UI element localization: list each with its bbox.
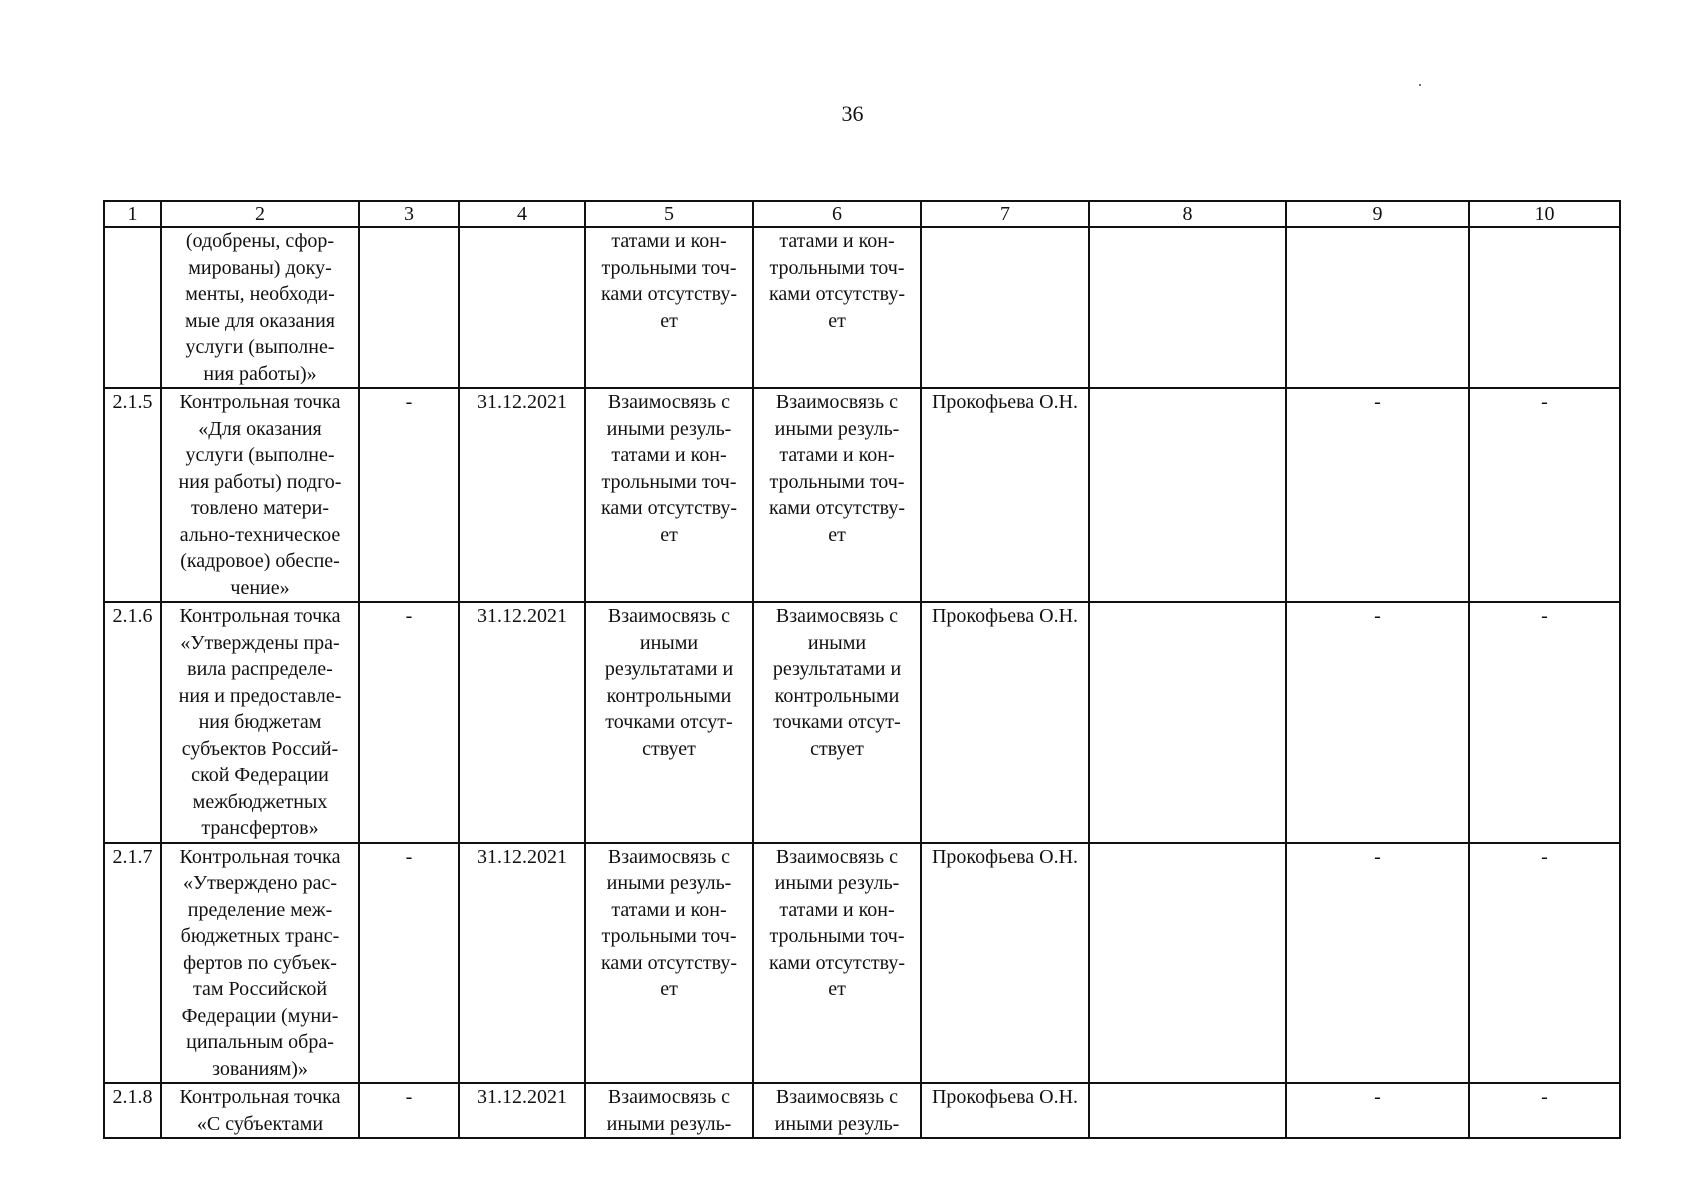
relation-col-6: татами и кон- трольными точ- ками отсутству- ет [753,227,921,388]
deadline-date: 31.12.2021 [459,602,585,843]
deadline-date [459,227,585,388]
col-header-8: 8 [1089,201,1286,227]
cell-col-8 [1089,227,1286,388]
cell-col-10: - [1469,843,1620,1084]
cell-col-9: - [1286,602,1469,843]
cell-col-8 [1089,388,1286,602]
control-point-name: Контрольная точка «С субъектами [161,1083,359,1138]
row-number [104,227,161,388]
relation-col-6: Взаимосвязь с иными резуль- [753,1083,921,1138]
relation-col-5: Взаимосвязь с иными результатами и контрольными точками отсут- ствует [585,602,753,843]
col-header-3: 3 [359,201,459,227]
col-header-6: 6 [753,201,921,227]
cell-col-3: - [359,602,459,843]
cell-col-10 [1469,227,1620,388]
responsible-person [921,227,1089,388]
row-number: 2.1.8 [104,1083,161,1138]
col-header-9: 9 [1286,201,1469,227]
cell-col-10: - [1469,388,1620,602]
cell-col-3: - [359,1083,459,1138]
cell-col-3: - [359,843,459,1084]
table-row [104,843,1620,1084]
cell-col-3: - [359,388,459,602]
cell-col-8 [1089,1083,1286,1138]
responsible-person: Прокофьева О.Н. [921,602,1089,843]
col-header-10: 10 [1469,201,1620,227]
relation-col-6: Взаимосвязь с иными результатами и контрольными точками отсут- ствует [753,602,921,843]
cell-col-9: - [1286,388,1469,602]
cell-col-9: - [1286,1083,1469,1138]
table-row [104,602,1620,843]
cell-col-9: - [1286,843,1469,1084]
table-row [104,1083,1620,1138]
table-row [104,227,1620,388]
page-number: 36 [841,101,864,126]
relation-col-5: Взаимосвязь с иными резуль- татами и кон- трольными точ- ками отсутству- ет [585,388,753,602]
relation-col-6: Взаимосвязь с иными резуль- татами и кон- трольными точ- ками отсутству- ет [753,843,921,1084]
responsible-person: Прокофьева О.Н. [921,388,1089,602]
deadline-date: 31.12.2021 [459,843,585,1084]
col-header-7: 7 [921,201,1089,227]
relation-col-5: Взаимосвязь с иными резуль- татами и кон- трольными точ- ками отсутству- ет [585,843,753,1084]
cell-col-8 [1089,602,1286,843]
cell-col-10: - [1469,1083,1620,1138]
table-row [104,388,1620,602]
relation-col-5: Взаимосвязь с иными резуль- [585,1083,753,1138]
control-point-name: Контрольная точка «Для оказания услуги (выполне- ния работы) подго- товлено матери- ально-техническое (кадровое) обеспе- чение» [161,388,359,602]
col-header-4: 4 [459,201,585,227]
row-number: 2.1.5 [104,388,161,602]
control-point-name: (одобрены, сфор- мированы) доку- менты, необходи- мые для оказания услуги (выполне- ния работы)» [161,227,359,388]
control-point-name: Контрольная точка «Утверждены пра- вила распределе- ния и предоставле- ния бюджетам субъектов Россий- ской Федерации межбюджетных трансфертов» [161,602,359,843]
col-header-5: 5 [585,201,753,227]
responsible-person: Прокофьева О.Н. [921,1083,1089,1138]
scan-speck [1419,84,1421,86]
deadline-date: 31.12.2021 [459,388,585,602]
header-row [104,201,1620,227]
control-point-name: Контрольная точка «Утверждено рас- пределение меж- бюджетных транс- фертов по субъек- там Российской Федерации (муни- ципальным обра- зованиям)» [161,843,359,1084]
col-header-1: 1 [104,201,161,227]
row-number: 2.1.6 [104,602,161,843]
control-points-table [103,200,1621,1139]
deadline-date: 31.12.2021 [459,1083,585,1138]
cell-col-8 [1089,843,1286,1084]
relation-col-6: Взаимосвязь с иными резуль- татами и кон- трольными точ- ками отсутству- ет [753,388,921,602]
responsible-person: Прокофьева О.Н. [921,843,1089,1084]
col-header-2: 2 [161,201,359,227]
relation-col-5: татами и кон- трольными точ- ками отсутству- ет [585,227,753,388]
cell-col-9 [1286,227,1469,388]
cell-col-10: - [1469,602,1620,843]
cell-col-3 [359,227,459,388]
row-number: 2.1.7 [104,843,161,1084]
